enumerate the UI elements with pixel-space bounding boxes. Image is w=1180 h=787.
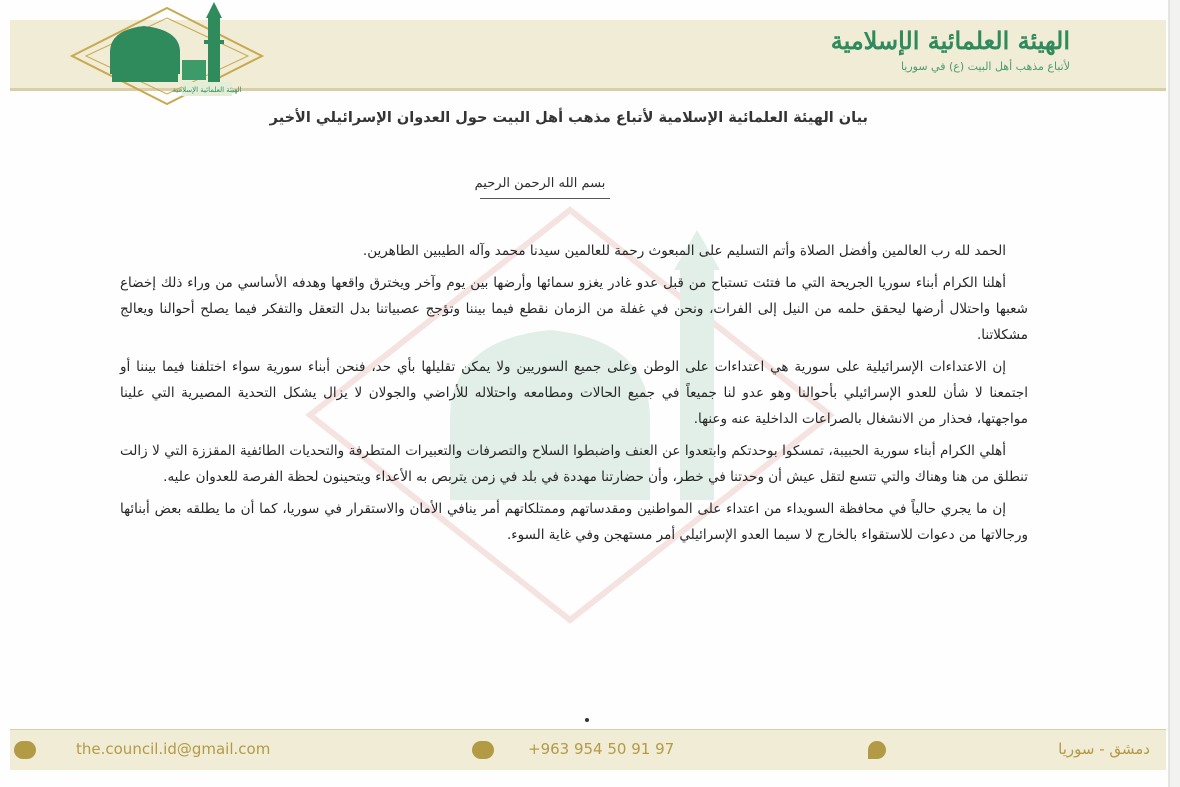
body-paragraph-2: أهلنا الكرام أبناء سوريا الجريحة التي ما فتئت تستباح من قبل عدو غادر يغزو سمائها وأرضها بين يوم وآخر ويخترق واقعها وهدفه الأساسي من وراء ذلك إخضاع شعبها واحتلال أرضها ليحقق حلمه من النيل إلى الفرات، ونحن في غفلة من الزمان نقطع فيما بيننا وتؤجج عصبياتنا بدل التعقل والتفكر فيما يصلح أحوالنا ويعالج مشكلاتنا. — [120, 275, 1028, 343]
basmala: بسم الله الرحمن الرحيم — [474, 176, 606, 191]
logo-caption: الهيئة العلمائية الإسلامية — [172, 86, 242, 94]
council-subtitle: لأتباع مذهب أهل البيت (ع) في سوريا — [900, 60, 1070, 73]
footer-phone: +963 954 50 91 97 — [528, 740, 675, 758]
council-logo — [62, 0, 272, 106]
council-name: الهيئة العلمائية الإسلامية — [830, 26, 1070, 55]
email-icon — [14, 741, 36, 759]
statement-body — [120, 238, 1028, 554]
footer-location: دمشق - سوريا — [1058, 740, 1150, 758]
letter-footer — [10, 730, 1166, 770]
statement-title: بيان الهيئة العلمائية الإسلامية لأتباع مذهب أهل البيت حول العدوان الإسرائيلي الأخير — [269, 110, 868, 126]
basmala-underline — [480, 198, 610, 199]
location-pin-icon — [868, 741, 886, 759]
phone-icon — [472, 741, 494, 759]
page-marker — [585, 718, 589, 722]
footer-email: the.council.id@gmail.com — [76, 740, 271, 758]
body-paragraph-1: الحمد لله رب العالمين وأفضل الصلاة وأتم التسليم على المبعوث رحمة للعالمين سيدنا محمد وآله الطيبين الطاهرين. — [362, 243, 1006, 259]
body-paragraph-4: أهلي الكرام أبناء سورية الحبيبة، تمسكوا بوحدتكم وابتعدوا عن العنف واضبطوا السلاح والتصرفات والتعبيرات المتطرفة والتحديات الطائفية المقززة التي لا زالت تنطلق من هنا وهناك والتي تتسع لتقل عيش أن وحدتنا في خطر، وأن حضارتنا مهددة في بلد في زمن يتربص به الأعداء ويتحينون لحظة الفرصة للعدوان عليه. — [120, 443, 1028, 485]
body-paragraph-5: إن ما يجري حالياً في محافظة السويداء من اعتداء على المواطنين ومقدساتهم وممتلكاتهم أمر ينافي الأمان والاستقرار في سوريا، كما أن ما يطلقه بعض أبنائها ورجالاتها من دعوات للاستقواء بالخارج لا سيما العدو الإسرائيلي أمر مستهجن وفي غاية السوء. — [120, 501, 1028, 543]
body-paragraph-3: إن الاعتداءات الإسرائيلية على سورية هي اعتداءات على الوطن وعلى جميع السوريين ولا يمكن تقليلها بأي حد، فنحن أبناء سورية سواء اختلفنا فيما بيننا أو اجتمعنا لا شأن للعدو الإسرائيلي بأحوالنا وهو عدو لنا جميعاً في جميع الحالات ومطامعه واحتلاله للأراضي والجولان لا يزال يشكل التحدية المصيرية التي علينا مواجهتها، فحذار من الانشغال بالصراعات الداخلية عنه وعنها. — [120, 359, 1028, 427]
